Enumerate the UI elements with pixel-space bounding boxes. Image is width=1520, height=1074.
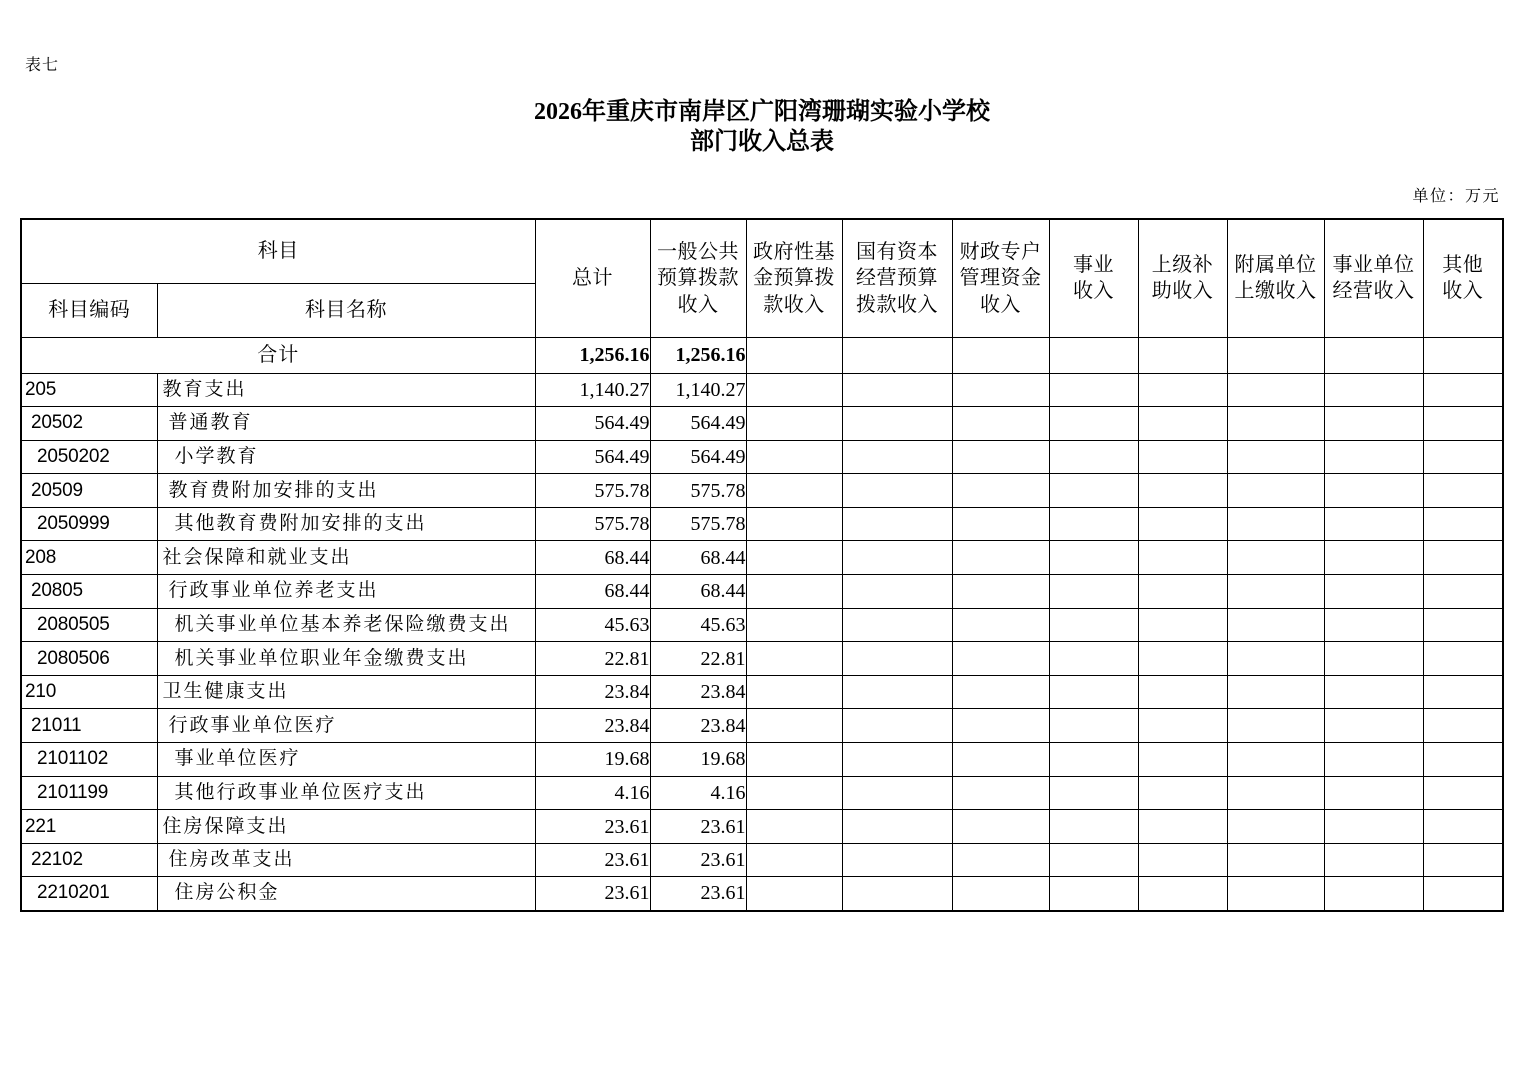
header-subject-code-label: 科目编码 xyxy=(48,298,131,321)
other-income-cell xyxy=(1423,709,1503,743)
general-budget-cell: 23.84 xyxy=(650,675,746,709)
business-operation-cell xyxy=(1324,843,1423,877)
business-income-cell xyxy=(1049,675,1138,709)
state-capital-cell xyxy=(842,642,952,676)
fiscal-special-account-cell xyxy=(952,407,1049,441)
other-income-cell xyxy=(1423,743,1503,777)
fiscal-special-account-cell xyxy=(952,507,1049,541)
superior-subsidy-cell xyxy=(1138,407,1227,441)
total-row-state-capital-cell xyxy=(842,337,952,373)
other-income-cell xyxy=(1423,642,1503,676)
business-income-cell xyxy=(1049,810,1138,844)
government-fund-cell xyxy=(746,843,842,877)
affiliated-unit-cell xyxy=(1227,642,1324,676)
header-affiliated-unit xyxy=(1227,219,1324,337)
total-cell: 23.84 xyxy=(535,675,650,709)
subject-name-cell: 事业单位医疗 xyxy=(157,743,535,777)
other-income-cell xyxy=(1423,541,1503,575)
business-operation-cell xyxy=(1324,407,1423,441)
general-budget-cell: 564.49 xyxy=(650,407,746,441)
total-row-business-operation-cell xyxy=(1324,337,1423,373)
affiliated-unit-cell xyxy=(1227,810,1324,844)
business-operation-cell xyxy=(1324,743,1423,777)
fiscal-special-account-cell xyxy=(952,877,1049,911)
business-income-cell xyxy=(1049,843,1138,877)
general-budget-cell: 23.61 xyxy=(650,843,746,877)
superior-subsidy-cell xyxy=(1138,608,1227,642)
affiliated-unit-cell xyxy=(1227,675,1324,709)
business-operation-cell xyxy=(1324,474,1423,508)
other-income-cell xyxy=(1423,507,1503,541)
government-fund-cell xyxy=(746,440,842,474)
superior-subsidy-cell xyxy=(1138,507,1227,541)
government-fund-cell xyxy=(746,810,842,844)
table-row xyxy=(21,440,1503,474)
total-cell: 23.61 xyxy=(535,877,650,911)
affiliated-unit-cell xyxy=(1227,843,1324,877)
total-row-government-fund-cell xyxy=(746,337,842,373)
government-fund-cell xyxy=(746,541,842,575)
total-cell: 68.44 xyxy=(535,575,650,609)
header-total-label: 总计 xyxy=(572,267,613,289)
superior-subsidy-cell xyxy=(1138,810,1227,844)
general-budget-cell: 575.78 xyxy=(650,474,746,508)
affiliated-unit-cell xyxy=(1227,474,1324,508)
general-budget-cell: 22.81 xyxy=(650,642,746,676)
subject-name-cell: 卫生健康支出 xyxy=(157,675,535,709)
table-row xyxy=(21,675,1503,709)
business-income-cell xyxy=(1049,709,1138,743)
table-row xyxy=(21,877,1503,911)
subject-code-cell: 21011 xyxy=(21,709,157,743)
total-cell: 575.78 xyxy=(535,507,650,541)
affiliated-unit-cell xyxy=(1227,575,1324,609)
superior-subsidy-cell xyxy=(1138,575,1227,609)
header-superior-subsidy xyxy=(1138,219,1227,337)
total-cell: 23.84 xyxy=(535,709,650,743)
fiscal-special-account-cell xyxy=(952,743,1049,777)
subject-name-cell: 教育支出 xyxy=(157,373,535,407)
general-budget-cell: 23.84 xyxy=(650,709,746,743)
fiscal-special-account-cell xyxy=(952,373,1049,407)
header-fiscal-special-account xyxy=(952,219,1049,337)
subject-name-cell: 其他教育费附加安排的支出 xyxy=(157,507,535,541)
business-operation-cell xyxy=(1324,373,1423,407)
header-subject xyxy=(21,219,535,283)
business-operation-cell xyxy=(1324,575,1423,609)
header-superior-subsidy-label: 上级补助收入 xyxy=(1151,253,1214,303)
table-row xyxy=(21,843,1503,877)
business-operation-cell xyxy=(1324,608,1423,642)
business-operation-cell xyxy=(1324,877,1423,911)
total-row xyxy=(21,337,1503,373)
state-capital-cell xyxy=(842,608,952,642)
subject-name-cell: 行政事业单位医疗 xyxy=(157,709,535,743)
unit-label: 单位：万元 xyxy=(1412,188,1500,205)
affiliated-unit-cell xyxy=(1227,709,1324,743)
total-cell: 1,140.27 xyxy=(535,373,650,407)
state-capital-cell xyxy=(842,373,952,407)
fiscal-special-account-cell xyxy=(952,608,1049,642)
superior-subsidy-cell xyxy=(1138,440,1227,474)
government-fund-cell xyxy=(746,675,842,709)
table-row xyxy=(21,776,1503,810)
business-operation-cell xyxy=(1324,709,1423,743)
state-capital-cell xyxy=(842,843,952,877)
table-row xyxy=(21,507,1503,541)
subject-name-cell: 住房保障支出 xyxy=(157,810,535,844)
state-capital-cell xyxy=(842,743,952,777)
header-general-budget-label: 一般公共预算拨款收入 xyxy=(657,240,739,316)
fiscal-special-account-cell xyxy=(952,776,1049,810)
table-row xyxy=(21,608,1503,642)
affiliated-unit-cell xyxy=(1227,608,1324,642)
business-income-cell xyxy=(1049,440,1138,474)
total-row-superior-subsidy-cell xyxy=(1138,337,1227,373)
fiscal-special-account-cell xyxy=(952,440,1049,474)
subject-code-cell: 208 xyxy=(21,541,157,575)
state-capital-cell xyxy=(842,541,952,575)
table-row xyxy=(21,575,1503,609)
header-subject-label: 科目 xyxy=(257,240,299,262)
superior-subsidy-cell xyxy=(1138,474,1227,508)
affiliated-unit-cell xyxy=(1227,373,1324,407)
affiliated-unit-cell xyxy=(1227,407,1324,441)
page-title-line2: 部门收入总表 xyxy=(690,129,834,155)
fiscal-special-account-cell xyxy=(952,810,1049,844)
header-subject-name-label: 科目名称 xyxy=(305,298,387,321)
income-summary-table xyxy=(20,218,1504,912)
general-budget-cell: 19.68 xyxy=(650,743,746,777)
government-fund-cell xyxy=(746,642,842,676)
general-budget-cell: 68.44 xyxy=(650,541,746,575)
other-income-cell xyxy=(1423,407,1503,441)
other-income-cell xyxy=(1423,810,1503,844)
general-budget-cell: 23.61 xyxy=(650,877,746,911)
business-income-cell xyxy=(1049,776,1138,810)
other-income-cell xyxy=(1423,608,1503,642)
government-fund-cell xyxy=(746,373,842,407)
total-row-total-cell: 1,256.16 xyxy=(535,337,650,373)
subject-code-cell: 210 xyxy=(21,675,157,709)
other-income-cell xyxy=(1423,675,1503,709)
header-fiscal-special-account-label: 财政专户管理资金收入 xyxy=(959,240,1042,316)
affiliated-unit-cell xyxy=(1227,776,1324,810)
table-row xyxy=(21,373,1503,407)
general-budget-cell: 4.16 xyxy=(650,776,746,810)
fiscal-special-account-cell xyxy=(952,675,1049,709)
header-affiliated-unit-label: 附属单位上缴收入 xyxy=(1234,253,1317,303)
table-row xyxy=(21,642,1503,676)
state-capital-cell xyxy=(842,407,952,441)
fiscal-special-account-cell xyxy=(952,642,1049,676)
general-budget-cell: 23.61 xyxy=(650,810,746,844)
subject-name-cell: 住房公积金 xyxy=(157,877,535,911)
government-fund-cell xyxy=(746,709,842,743)
superior-subsidy-cell xyxy=(1138,709,1227,743)
table-row xyxy=(21,541,1503,575)
subject-code-cell: 2101102 xyxy=(21,743,157,777)
header-business-income-label: 事业收入 xyxy=(1073,253,1114,303)
other-income-cell xyxy=(1423,877,1503,911)
table-row xyxy=(21,743,1503,777)
table-row xyxy=(21,407,1503,441)
state-capital-cell xyxy=(842,440,952,474)
other-income-cell xyxy=(1423,373,1503,407)
other-income-cell xyxy=(1423,474,1503,508)
general-budget-cell: 564.49 xyxy=(650,440,746,474)
header-government-fund xyxy=(746,219,842,337)
subject-code-cell: 20805 xyxy=(21,575,157,609)
subject-code-cell: 20502 xyxy=(21,407,157,441)
affiliated-unit-cell xyxy=(1227,440,1324,474)
business-income-cell xyxy=(1049,743,1138,777)
state-capital-cell xyxy=(842,810,952,844)
general-budget-cell: 1,140.27 xyxy=(650,373,746,407)
state-capital-cell xyxy=(842,877,952,911)
subject-code-cell: 221 xyxy=(21,810,157,844)
superior-subsidy-cell xyxy=(1138,743,1227,777)
business-income-cell xyxy=(1049,407,1138,441)
header-row xyxy=(21,219,1503,283)
header-total xyxy=(535,219,650,337)
government-fund-cell xyxy=(746,743,842,777)
superior-subsidy-cell xyxy=(1138,373,1227,407)
business-operation-cell xyxy=(1324,675,1423,709)
business-income-cell xyxy=(1049,474,1138,508)
subject-name-cell: 行政事业单位养老支出 xyxy=(157,575,535,609)
business-income-cell xyxy=(1049,608,1138,642)
page-title xyxy=(0,97,1520,157)
header-business-income xyxy=(1049,219,1138,337)
total-cell: 22.81 xyxy=(535,642,650,676)
subject-name-cell: 社会保障和就业支出 xyxy=(157,541,535,575)
government-fund-cell xyxy=(746,608,842,642)
total-cell: 68.44 xyxy=(535,541,650,575)
total-row-fiscal-special-account-cell xyxy=(952,337,1049,373)
total-label: 合计 xyxy=(21,337,535,373)
table-number-label: 表七 xyxy=(25,57,60,74)
subject-name-cell: 机关事业单位职业年金缴费支出 xyxy=(157,642,535,676)
header-state-capital xyxy=(842,219,952,337)
total-cell: 564.49 xyxy=(535,440,650,474)
total-cell: 23.61 xyxy=(535,810,650,844)
business-operation-cell xyxy=(1324,642,1423,676)
table-header xyxy=(21,219,1503,337)
general-budget-cell: 575.78 xyxy=(650,507,746,541)
subject-name-cell: 住房改革支出 xyxy=(157,843,535,877)
table-body xyxy=(21,337,1503,911)
total-cell: 19.68 xyxy=(535,743,650,777)
total-row-general-budget-cell: 1,256.16 xyxy=(650,337,746,373)
subject-name-cell: 小学教育 xyxy=(157,440,535,474)
header-other-income-label: 其他收入 xyxy=(1442,253,1484,303)
superior-subsidy-cell xyxy=(1138,877,1227,911)
state-capital-cell xyxy=(842,575,952,609)
header-general-budget xyxy=(650,219,746,337)
other-income-cell xyxy=(1423,776,1503,810)
table-row xyxy=(21,709,1503,743)
business-operation-cell xyxy=(1324,507,1423,541)
total-cell: 4.16 xyxy=(535,776,650,810)
total-cell: 23.61 xyxy=(535,843,650,877)
header-state-capital-label: 国有资本经营预算拨款收入 xyxy=(856,240,938,316)
header-government-fund-label: 政府性基金预算拨款收入 xyxy=(753,240,835,316)
affiliated-unit-cell xyxy=(1227,743,1324,777)
fiscal-special-account-cell xyxy=(952,541,1049,575)
superior-subsidy-cell xyxy=(1138,642,1227,676)
affiliated-unit-cell xyxy=(1227,507,1324,541)
subject-code-cell: 20509 xyxy=(21,474,157,508)
table-row xyxy=(21,810,1503,844)
total-cell: 564.49 xyxy=(535,407,650,441)
subject-code-cell: 205 xyxy=(21,373,157,407)
state-capital-cell xyxy=(842,474,952,508)
government-fund-cell xyxy=(746,474,842,508)
general-budget-cell: 68.44 xyxy=(650,575,746,609)
business-income-cell xyxy=(1049,642,1138,676)
superior-subsidy-cell xyxy=(1138,843,1227,877)
header-subject-name xyxy=(157,283,535,337)
business-income-cell xyxy=(1049,877,1138,911)
subject-name-cell: 教育费附加安排的支出 xyxy=(157,474,535,508)
header-other-income xyxy=(1423,219,1503,337)
business-income-cell xyxy=(1049,507,1138,541)
other-income-cell xyxy=(1423,440,1503,474)
subject-code-cell: 2210201 xyxy=(21,877,157,911)
header-business-operation xyxy=(1324,219,1423,337)
government-fund-cell xyxy=(746,507,842,541)
affiliated-unit-cell xyxy=(1227,541,1324,575)
government-fund-cell xyxy=(746,407,842,441)
state-capital-cell xyxy=(842,507,952,541)
other-income-cell xyxy=(1423,843,1503,877)
fiscal-special-account-cell xyxy=(952,709,1049,743)
subject-name-cell: 其他行政事业单位医疗支出 xyxy=(157,776,535,810)
state-capital-cell xyxy=(842,709,952,743)
total-row-affiliated-unit-cell xyxy=(1227,337,1324,373)
total-row-business-income-cell xyxy=(1049,337,1138,373)
subject-code-cell: 22102 xyxy=(21,843,157,877)
subject-code-cell: 2050202 xyxy=(21,440,157,474)
affiliated-unit-cell xyxy=(1227,877,1324,911)
superior-subsidy-cell xyxy=(1138,776,1227,810)
business-operation-cell xyxy=(1324,776,1423,810)
government-fund-cell xyxy=(746,877,842,911)
table-row xyxy=(21,474,1503,508)
header-subject-code xyxy=(21,283,157,337)
government-fund-cell xyxy=(746,776,842,810)
subject-code-cell: 2080505 xyxy=(21,608,157,642)
business-operation-cell xyxy=(1324,440,1423,474)
business-operation-cell xyxy=(1324,541,1423,575)
state-capital-cell xyxy=(842,776,952,810)
superior-subsidy-cell xyxy=(1138,541,1227,575)
subject-code-cell: 2050999 xyxy=(21,507,157,541)
fiscal-special-account-cell xyxy=(952,575,1049,609)
general-budget-cell: 45.63 xyxy=(650,608,746,642)
government-fund-cell xyxy=(746,575,842,609)
other-income-cell xyxy=(1423,575,1503,609)
business-operation-cell xyxy=(1324,810,1423,844)
total-row-other-income-cell xyxy=(1423,337,1503,373)
header-business-operation-label: 事业单位经营收入 xyxy=(1332,253,1415,303)
subject-name-cell: 普通教育 xyxy=(157,407,535,441)
business-income-cell xyxy=(1049,541,1138,575)
total-cell: 45.63 xyxy=(535,608,650,642)
page-title-line1: 2026年重庆市南岸区广阳湾珊瑚实验小学校 xyxy=(534,99,990,125)
subject-code-cell: 2080506 xyxy=(21,642,157,676)
total-cell: 575.78 xyxy=(535,474,650,508)
state-capital-cell xyxy=(842,675,952,709)
business-income-cell xyxy=(1049,575,1138,609)
fiscal-special-account-cell xyxy=(952,843,1049,877)
business-income-cell xyxy=(1049,373,1138,407)
fiscal-special-account-cell xyxy=(952,474,1049,508)
subject-code-cell: 2101199 xyxy=(21,776,157,810)
subject-name-cell: 机关事业单位基本养老保险缴费支出 xyxy=(157,608,535,642)
superior-subsidy-cell xyxy=(1138,675,1227,709)
